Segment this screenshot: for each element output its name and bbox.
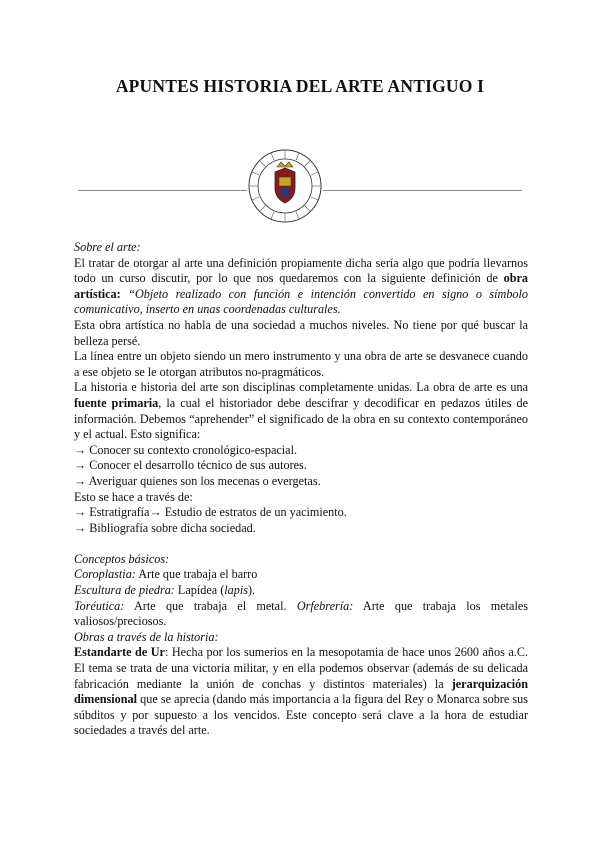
section-heading-conceptos: Conceptos básicos: — [74, 551, 170, 566]
list-item: → Bibliografía sobre dicha sociedad. — [74, 520, 256, 535]
concept-toreutica: Toréutica: Arte que trabaja el metal. Orfebrería: Arte que trabaja los metales valiosos/preciosos. — [74, 598, 528, 629]
paragraph-definition: El tratar de otorgar al arte una definición propiamente dicha sería algo que podría llevarnos todo un curso discutir, por lo que nos quedaremos con la siguiente definición de obra artística: “Objeto realizado con función e intención convertido en signo o símbolo comunicativo, inserto en unas coordenadas culturales. — [74, 255, 528, 317]
concept-coroplastia: Coroplastia: Arte que trabaja el barro — [74, 567, 258, 582]
document-title: APUNTES HISTORIA DEL ARTE ANTIGUO I — [115, 76, 485, 96]
concept-escultura: Escultura de piedra: Lapídea (lapis). — [74, 583, 256, 598]
document-body — [74, 240, 528, 739]
paragraph-estandarte-de-ur: Estandarte de Ur: Hecha por los sumerios en la mesopotamia de hace unos 2600 años a.C. El tema se trata de una victoria militar, y en ella podemos observar (además de su delicada fabricación mediante la unión de conchas y distintos materiales) la jerarquización dimensional que se aprecia (dando más importancia a la figura del Rey o Monarca sobre sus súbditos y por supuesto a los vencidos. Este concepto será clave a la hora de estudiar sociedades a través del arte. — [74, 645, 529, 738]
arrow-icon: → — [149, 505, 162, 520]
section-heading-sobre-el-arte: Sobre el arte: — [74, 240, 141, 254]
university-seal — [247, 148, 323, 224]
list-item: → Conocer el desarrollo técnico de sus autores. — [74, 458, 307, 473]
list-item: → Conocer su contexto cronológico-espacial. — [74, 442, 298, 457]
arrow-icon: → — [74, 473, 87, 488]
list-item: → Averiguar quienes son los mecenas o evergetas. — [74, 473, 321, 488]
paragraph-4: La historia e historia del arte son disciplinas completamente unidas. La obra de arte es una fuente primaria, la cual el historiador debe descifrar y decodificar en pedazos útiles de información. Debemos “aprehender” el significado de la obra en su contexto contemporáneo y el actual. Esto significa: — [74, 380, 529, 442]
paragraph-2: Esta obra artística no habla de una sociedad a muchos niveles. No tiene por qué buscar la belleza persé. — [74, 317, 528, 348]
university-seal-icon — [247, 148, 323, 224]
paragraph-via: Esto se hace a través de: — [74, 489, 193, 504]
arrow-icon: → — [74, 505, 87, 520]
arrow-icon: → — [74, 442, 87, 457]
arrow-icon: → — [74, 458, 87, 473]
list-item: → Estratigrafía→ Estudio de estratos de un yacimiento. — [74, 505, 347, 520]
paragraph-3: La línea entre un objeto siendo un mero instrumento y una obra de arte se desvanece cuando a ese objeto se le otorgan atributos no-pragmáticos. — [74, 349, 528, 379]
arrow-icon: → — [74, 520, 87, 535]
section-heading-obras: Obras a través de la historia: — [74, 629, 219, 644]
